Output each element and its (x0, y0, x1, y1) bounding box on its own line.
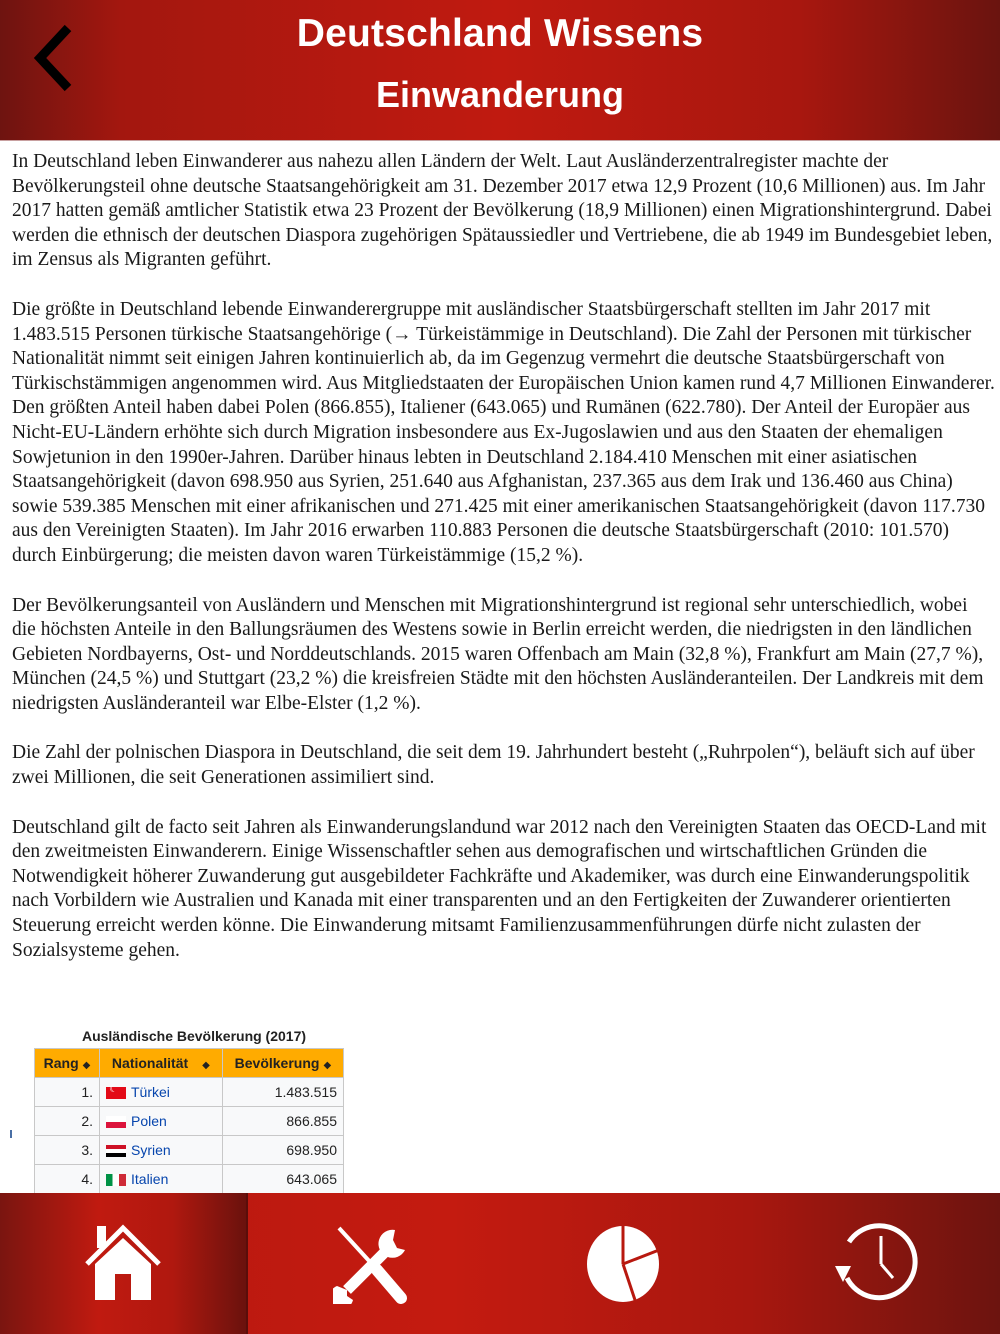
flag-turkey-icon (106, 1087, 126, 1099)
article-paragraph: Der Bevölkerungsanteil von Ausländern und Menschen mit Migrationshintergrund ist regional sehr unterschiedlich, wobei die höchsten Anteile in den Ballungsräumen des Westens sowie in Berlin erreicht werden, die niedrigsten in den ländlichen Gebieten Nordbayerns, Ost- und Norddeutschlands. 2015 waren Offenbach am Main (32,8 %), Frankfurt am Main (27,7 %), München (24,5 %) und Stuttgart (23,2 %) die kreisfreien Städte mit den höchsten Ausländeranteilen. Der Landkreis mit dem niedrigsten Ausländeranteil war Elbe-Elster (1,2 %). (12, 594, 984, 714)
column-header-population[interactable]: Bevölkerung ◆ (222, 1049, 343, 1078)
pie-chart-icon (583, 1224, 663, 1304)
tab-statistics[interactable] (498, 1193, 748, 1334)
population-table-block (34, 1028, 346, 1194)
nationality-cell (100, 1078, 223, 1107)
flag-syria-icon (106, 1145, 126, 1157)
article-paragraph: Die Zahl der polnischen Diaspora in Deutschland, die seit dem 19. Jahrhundert besteht („Ruhrpolen“), beläuft sich auf über zwei Millionen, die seit Generationen assimiliert sind. (12, 742, 975, 789)
tools-icon (333, 1224, 413, 1304)
article-paragraph: In Deutschland leben Einwanderer aus nahezu allen Ländern der Welt. Laut Ausländerzentralregister machte der Bevölkerungsteil ohne deutsche Staatsangehörigkeit am 31. Dezember 2017 etwa 12,9 Prozent (10,6 Millionen) aus. Im Jahr 2017 hatten gemäß amtlicher Statistik etwa 23 Prozent der Bevölkerung (18,9 Millionen) einen Migrationshintergrund. Dabei werden die ethnisch der deutschen Diaspora zugehörigen Spätaussiedler und Vertriebene, die ab 1949 im Bundesgebiet leben, im Zensus als Migranten geführt. (12, 151, 993, 271)
nationality-link[interactable]: Italien (131, 1171, 169, 1187)
article-paragraph: Die größte in Deutschland lebende Einwanderergruppe mit ausländischer Staatsbürgerschaft stellten im Jahr 2017 mit 1.483.515 Personen türkische Staatsangehörige (→ Türkeistämmige in Deutschland). Die Zahl der Personen mit türkischer Nationalität nimmt seit einigen Jahren kontinuierlich ab, da im Gegenzug vermehrt die deutsche Staatsbürgerschaft von Türkischstämmigen angenommen wird. Aus Mitgliedstaaten der Europäischen Union kamen rund 4,7 Millionen Einwanderer. Den größten Anteil haben dabei Polen (866.855), Italiener (643.065) und Rumänen (622.780). Der Anteil der Europäer aus Nicht-EU-Ländern erhöhte sich durch Migration insbesondere aus Ex-Jugoslawien und aus den Staaten der ehemaligen Sowjetunion in den 1990er-Jahren. Darüber hinaus lebten in Deutschland 2.184.410 Menschen mit einer asiatischen Staatsangehörigkeit (davon 698.950 aus Syrien, 251.640 aus Afghanistan, 237.365 aus dem Irak und 136.460 aus China) sowie 539.385 Menschen mit einer afrikanischen und 271.425 mit einer amerikanischen Staatsangehörigkeit (davon 117.730 aus den Vereinigten Staaten). Im Jahr 2016 erwarben 110.883 Personen die deutsche Staatsbürgerschaft (2010: 101.570) durch Einbürgerung; die meisten davon waren Türkeistämmige (15,2 %). (12, 298, 995, 566)
sort-arrows-icon: ◆ (82, 1060, 91, 1071)
table-row (35, 1107, 344, 1136)
nationality-link[interactable]: Syrien (131, 1142, 171, 1158)
rank-cell: 2. (35, 1107, 100, 1136)
population-table (34, 1048, 344, 1194)
population-cell: 643.065 (222, 1165, 343, 1194)
home-icon (83, 1224, 163, 1304)
nationality-link[interactable]: Polen (131, 1113, 167, 1129)
tab-history[interactable] (748, 1193, 1000, 1334)
article-paragraph: Deutschland gilt de facto seit Jahren als Einwanderungslandund war 2012 nach den Vereinigten Staaten das OECD-Land mit den zweitmeisten Einwanderern. Einige Wissenschaftler sehen aus demografischen und wirtschaftlichen Gründen die Notwendigkeit höherer Zuwanderung gut ausgebildeter Fachkräfte und Akademiker, was durch eine Einwanderungspolitik nach Vorbildern wie Australien und Kanada mit einer transparenten und an den Fertigkeiten der Zuwanderer orientierten Steuerung erreicht werden könne. Die Einwanderung mitsamt Familienzusammenführungen dürfe nicht zulasten der Sozialsysteme gehen. (12, 816, 987, 961)
population-cell: 698.950 (222, 1136, 343, 1165)
history-icon (829, 1222, 919, 1306)
table-header-row (35, 1049, 344, 1078)
tab-tools[interactable] (248, 1193, 498, 1334)
table-row (35, 1165, 344, 1194)
flag-poland-icon (106, 1116, 126, 1128)
bottom-tab-bar (0, 1193, 1000, 1334)
nationality-cell (100, 1107, 223, 1136)
table-caption: Ausländische Bevölkerung (2017) (81, 1028, 307, 1044)
tab-home[interactable] (0, 1193, 248, 1334)
population-cell: 1.483.515 (222, 1078, 343, 1107)
flag-italy-icon (106, 1174, 126, 1186)
sort-arrows-icon: ◆ (202, 1060, 210, 1071)
rank-cell: 4. (35, 1165, 100, 1194)
scroll-indicator[interactable] (10, 1130, 12, 1138)
nationality-cell (100, 1165, 223, 1194)
table-row (35, 1136, 344, 1165)
header-bar (0, 0, 1000, 141)
population-cell: 866.855 (222, 1107, 343, 1136)
article-body (12, 150, 996, 988)
column-header-nationality[interactable]: Nationalität ◆ (100, 1049, 223, 1078)
app-title: Deutschland Wissens (296, 12, 704, 55)
rank-cell: 1. (35, 1078, 100, 1107)
table-row (35, 1078, 344, 1107)
sort-arrows-icon: ◆ (323, 1060, 332, 1071)
page-title: Einwanderung (375, 74, 624, 115)
nationality-cell (100, 1136, 223, 1165)
column-header-rank[interactable]: Rang ◆ (35, 1049, 100, 1078)
nationality-link[interactable]: Türkei (131, 1084, 170, 1100)
rank-cell: 3. (35, 1136, 100, 1165)
